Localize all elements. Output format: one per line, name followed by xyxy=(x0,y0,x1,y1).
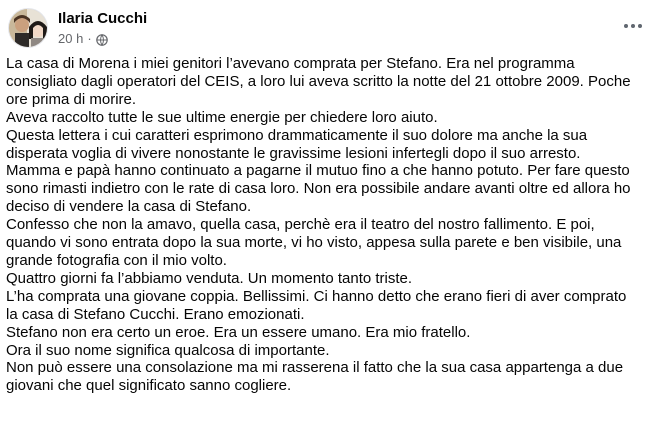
post-header xyxy=(8,8,147,50)
more-dot xyxy=(631,24,635,28)
post-body-text: La casa di Morena i miei genitori l’avevano comprata per Stefano. Era nel programma consigliato dagli operatori del CEIS, a loro lui aveva scritto la notte del 21 ottobre 2009. Poche ore prima di morire. Aveva raccolto tutte le sue ultime energie per chiedere loro aiuto. Questa lettera i cui caratteri esprimono drammaticamente il suo dolore ma anche la sua disperata voglia di vivere nonostante le gravissime lesioni infertegli dopo il suo arresto. Mamma e papà hanno continuato a pagarne il mutuo fino a che hanno potuto. Per fare questo sono rimasti indietro con le rate di casa loro. Non era possibile andare avanti oltre ed allora ho deciso di vendere la casa di Stefano. Confesso che non la amavo, quella casa, perchè era il teatro del nostro fallimento. E poi, quando vi sono entrata dopo la sua morte, vi ho visto, appesa sulla parete e ben visibile, una grande fotografia con il mio volto. Quattro giorni fa l’abbiamo venduta. Un momento tanto triste. L’ha comprata una giovane coppia. Bellissimi. Ci hanno detto che erano fieri di aver comprato la casa di Stefano Cucchi. Erano emozionati. Stefano non era certo un eroe. Era un essere umano. Era mio fratello. Ora il suo nome significa qualcosa di importante. Non può essere una consolazione ma mi rasserena il fatto che la sua casa appartenga a due giovani che quel significato sanno cogliere. xyxy=(6,55,631,395)
post-subline xyxy=(58,30,147,48)
post-timestamp[interactable]: 20 h xyxy=(58,31,84,46)
more-dot xyxy=(624,24,628,28)
author-name[interactable]: Ilaria Cucchi xyxy=(58,10,148,27)
separator-dot: · xyxy=(87,31,92,46)
more-options-icon[interactable] xyxy=(615,8,651,44)
avatar-image xyxy=(9,9,48,48)
post-meta xyxy=(58,8,147,48)
more-dot xyxy=(638,24,642,28)
globe-icon[interactable] xyxy=(96,33,108,45)
avatar[interactable] xyxy=(8,8,48,48)
